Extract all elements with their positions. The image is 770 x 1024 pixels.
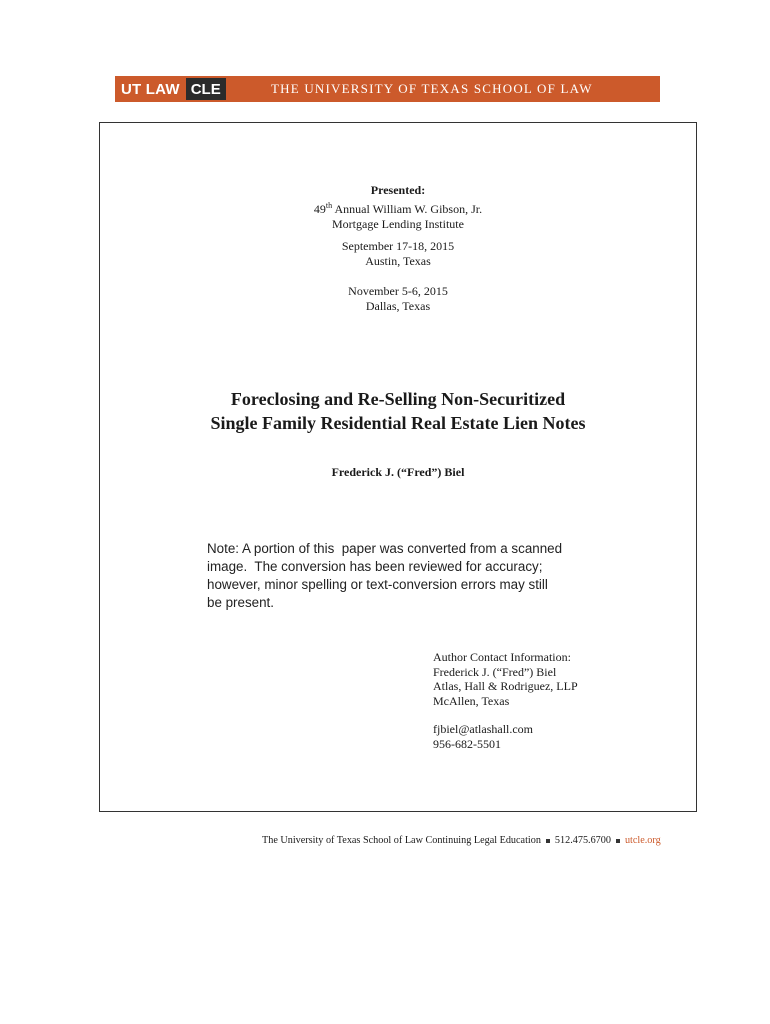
square-bullet-icon [546,839,550,843]
footer-phone: 512.475.6700 [554,835,611,846]
contact-spacer [433,708,578,722]
header-banner [115,76,660,102]
banner-title: THE UNIVERSITY OF TEXAS SCHOOL OF LAW [271,81,593,96]
edition-suffix: th [325,201,333,210]
session1-dates: September 17-18, 2015 [341,239,455,253]
note-line3: however, minor spelling or text-conversion errors may still [207,577,548,592]
contact-city: McAllen, Texas [433,693,510,708]
presented-block [100,183,696,232]
square-bullet-icon [616,839,620,843]
event-name-rest: Annual William W. Gibson, Jr. [332,202,483,216]
footer-org: The University of Texas School of Law Continuing Legal Education [262,835,541,846]
session2-location: Dallas, Texas [365,299,431,313]
cover-frame [99,122,697,812]
page-footer [262,835,661,846]
paper-author: Frederick J. (“Fred”) Biel [331,465,465,479]
edition-number: 49 [313,202,326,216]
session-dallas [100,284,696,314]
ut-law-logo: UT LAW [121,80,180,98]
contact-heading: Author Contact Information: [433,650,571,664]
note-line1: Note: A portion of this paper was converted from a scanned [207,541,563,556]
paper-title [100,387,696,435]
event-line2: Mortgage Lending Institute [332,217,464,231]
contact-phone: 956-682-5501 [433,736,501,751]
conversion-note [207,540,607,612]
contact-email: fjbiel@atlashall.com [433,722,534,736]
session-austin [100,239,696,269]
note-line2: image. The conversion has been reviewed for accuracy; [207,559,543,574]
footer-site-link[interactable]: utcle.org [624,835,661,846]
event-name [100,198,696,217]
contact-name: Frederick J. (“Fred”) Biel [433,664,557,679]
paper-title-line1: Foreclosing and Re-Selling Non-Securitized [230,389,566,409]
session2-dates: November 5-6, 2015 [348,284,448,298]
presented-label: Presented: [370,183,426,197]
session1-location: Austin, Texas [365,254,431,268]
note-line4: be present. [207,595,274,610]
paper-title-line2: Single Family Residential Real Estate Lien Notes [210,413,586,433]
cle-logo: CLE [186,78,226,100]
contact-firm: Atlas, Hall & Rodriguez, LLP [433,679,578,693]
author-contact [433,650,578,751]
